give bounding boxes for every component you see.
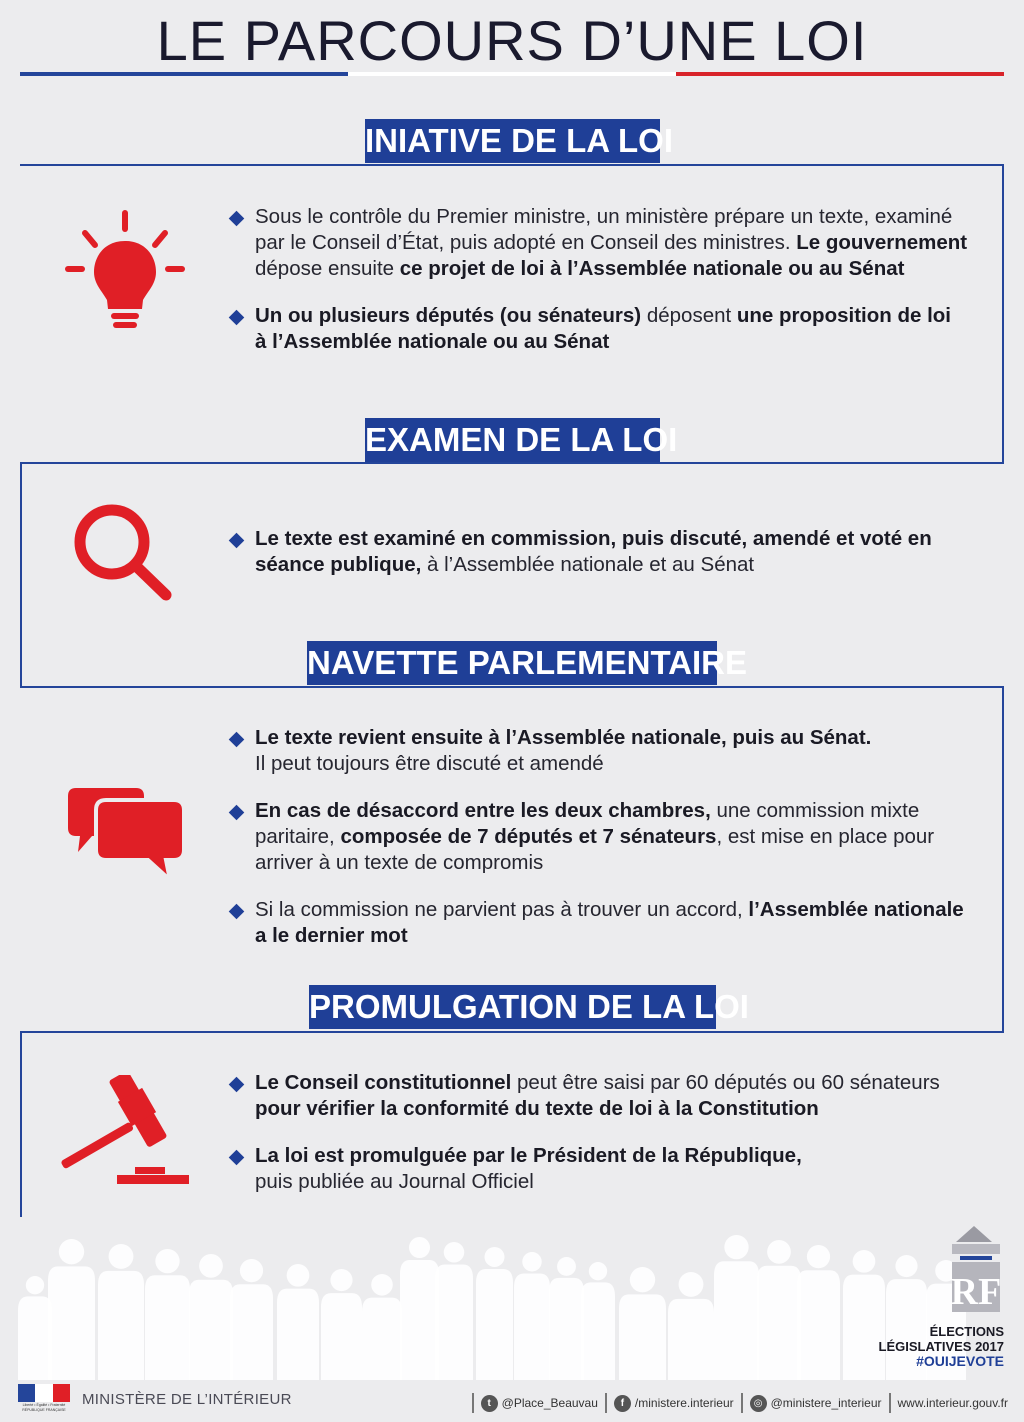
- diamond-bullet-icon: [229, 805, 245, 821]
- section-heading-promulgation: PROMULGATION DE LA LOI: [309, 985, 716, 1029]
- ministry-name: MINISTÈRE DE L’INTÉRIEUR: [82, 1390, 292, 1408]
- bullet-item: [228, 725, 968, 777]
- bold-text: Le gouvernement: [796, 231, 968, 254]
- text: dépose ensuite: [255, 257, 400, 280]
- separator: [472, 1393, 474, 1413]
- diamond-bullet-icon: [229, 211, 245, 227]
- bullet-item: [228, 798, 968, 876]
- bold-text: composée de 7 députés et 7 sénateurs: [340, 825, 717, 848]
- bullets-examen: [228, 526, 968, 578]
- bullet-item: [228, 897, 968, 949]
- diamond-bullet-icon: [229, 1077, 245, 1093]
- tricolor-white: [348, 72, 676, 76]
- page-title: LE PARCOURS D’UNE LOI: [156, 9, 868, 72]
- diamond-bullet-icon: [229, 904, 245, 920]
- bullet-item: [228, 303, 968, 355]
- facebook-icon: f: [614, 1395, 631, 1412]
- bullet-item: [228, 1070, 968, 1122]
- section-heading-examen: EXAMEN DE LA LOI: [365, 418, 660, 462]
- twitter-icon: t: [481, 1395, 498, 1412]
- footer-branding: [18, 1384, 292, 1414]
- elections-block: [879, 1324, 1004, 1369]
- text: une commission mixte paritaire,: [255, 799, 920, 848]
- footer-links: [465, 1393, 1008, 1413]
- bold-text: pour vérifier la conformité du texte de loi à la Constitution: [255, 1097, 819, 1120]
- section-heading-navette: NAVETTE PARLEMENTAIRE: [307, 641, 717, 685]
- bold-text: une proposition de loi à l’Assemblée nationale ou au Sénat: [255, 304, 951, 353]
- bold-text: ce projet de loi à l’Assemblée nationale ou au Sénat: [399, 257, 905, 280]
- bold-text: Un ou plusieurs députés (ou sénateurs): [255, 304, 642, 327]
- bullets-promulgation: [228, 1070, 968, 1195]
- magnifier-icon: [70, 500, 180, 610]
- text: Il peut toujours être discuté et amendé: [255, 752, 604, 775]
- bold-text: Le texte revient ensuite à l’Assemblée nationale, puis au Sénat.: [255, 726, 872, 749]
- diamond-bullet-icon: [229, 310, 245, 326]
- bold-text: Le texte est examiné en commission, puis discuté, amendé et voté en séance publique,: [255, 527, 932, 576]
- speech-bubbles-icon: [62, 780, 192, 890]
- separator: [605, 1393, 607, 1413]
- lightbulb-icon: [60, 205, 190, 335]
- elections-line1: ÉLECTIONS: [929, 1324, 1004, 1339]
- text: peut être saisi par 60 députés ou 60 sénateurs: [511, 1071, 940, 1094]
- text: à l’Assemblée nationale et au Sénat: [421, 553, 755, 576]
- instagram-icon: ◎: [750, 1395, 767, 1412]
- diamond-bullet-icon: [229, 732, 245, 748]
- text: déposent: [641, 304, 737, 327]
- crowd-silhouettes: [0, 1228, 1024, 1380]
- tricolor-blue: [20, 72, 348, 76]
- text: Si la commission ne parvient pas à trouver un accord,: [255, 898, 749, 921]
- section-heading-initiative: INIATIVE DE LA LOI: [365, 119, 660, 163]
- text: Sous le contrôle du Premier ministre, un ministère prépare un texte, examiné par le Conseil d’État, puis adopté en Conseil des ministres.: [255, 205, 953, 254]
- elections-line2: LÉGISLATIVES 2017: [878, 1339, 1004, 1354]
- text: puis publiée au Journal Officiel: [255, 1170, 534, 1193]
- website-link[interactable]: www.interieur.gouv.fr: [897, 1396, 1008, 1410]
- bold-text: Le Conseil constitutionnel: [255, 1071, 512, 1094]
- gavel-icon: [55, 1075, 200, 1190]
- marianne-logo: [18, 1384, 70, 1414]
- bold-text: l’Assemblée nationale a le dernier mot: [255, 898, 964, 947]
- svg-text:RF: RF: [950, 1271, 1002, 1313]
- bullet-item: [228, 204, 968, 282]
- rf-seal-icon: [948, 1222, 1004, 1318]
- logo-caption: Liberté • Égalité • Fraternité RÉPUBLIQUE FRANÇAISE: [22, 1403, 66, 1412]
- text: , est mise en place pour arriver à un texte de compromis: [255, 825, 935, 874]
- bullets-navette: [228, 725, 968, 949]
- bullets-initiative: [228, 204, 968, 355]
- diamond-bullet-icon: [229, 1150, 245, 1166]
- diamond-bullet-icon: [229, 533, 245, 549]
- bold-text: En cas de désaccord entre les deux chambres,: [255, 799, 711, 822]
- bold-text: La loi est promulguée par le Président de la République,: [255, 1144, 802, 1167]
- hashtag: #OUIJEVOTE: [916, 1353, 1004, 1369]
- bullet-item: [228, 526, 968, 578]
- twitter-link[interactable]: @Place_Beauvau: [501, 1396, 598, 1410]
- tricolor-red: [676, 72, 1004, 76]
- separator: [741, 1393, 743, 1413]
- instagram-link[interactable]: @ministere_interieur: [770, 1396, 882, 1410]
- separator: [889, 1393, 891, 1413]
- bullet-item: [228, 1143, 968, 1195]
- facebook-link[interactable]: /ministere.interieur: [634, 1396, 734, 1410]
